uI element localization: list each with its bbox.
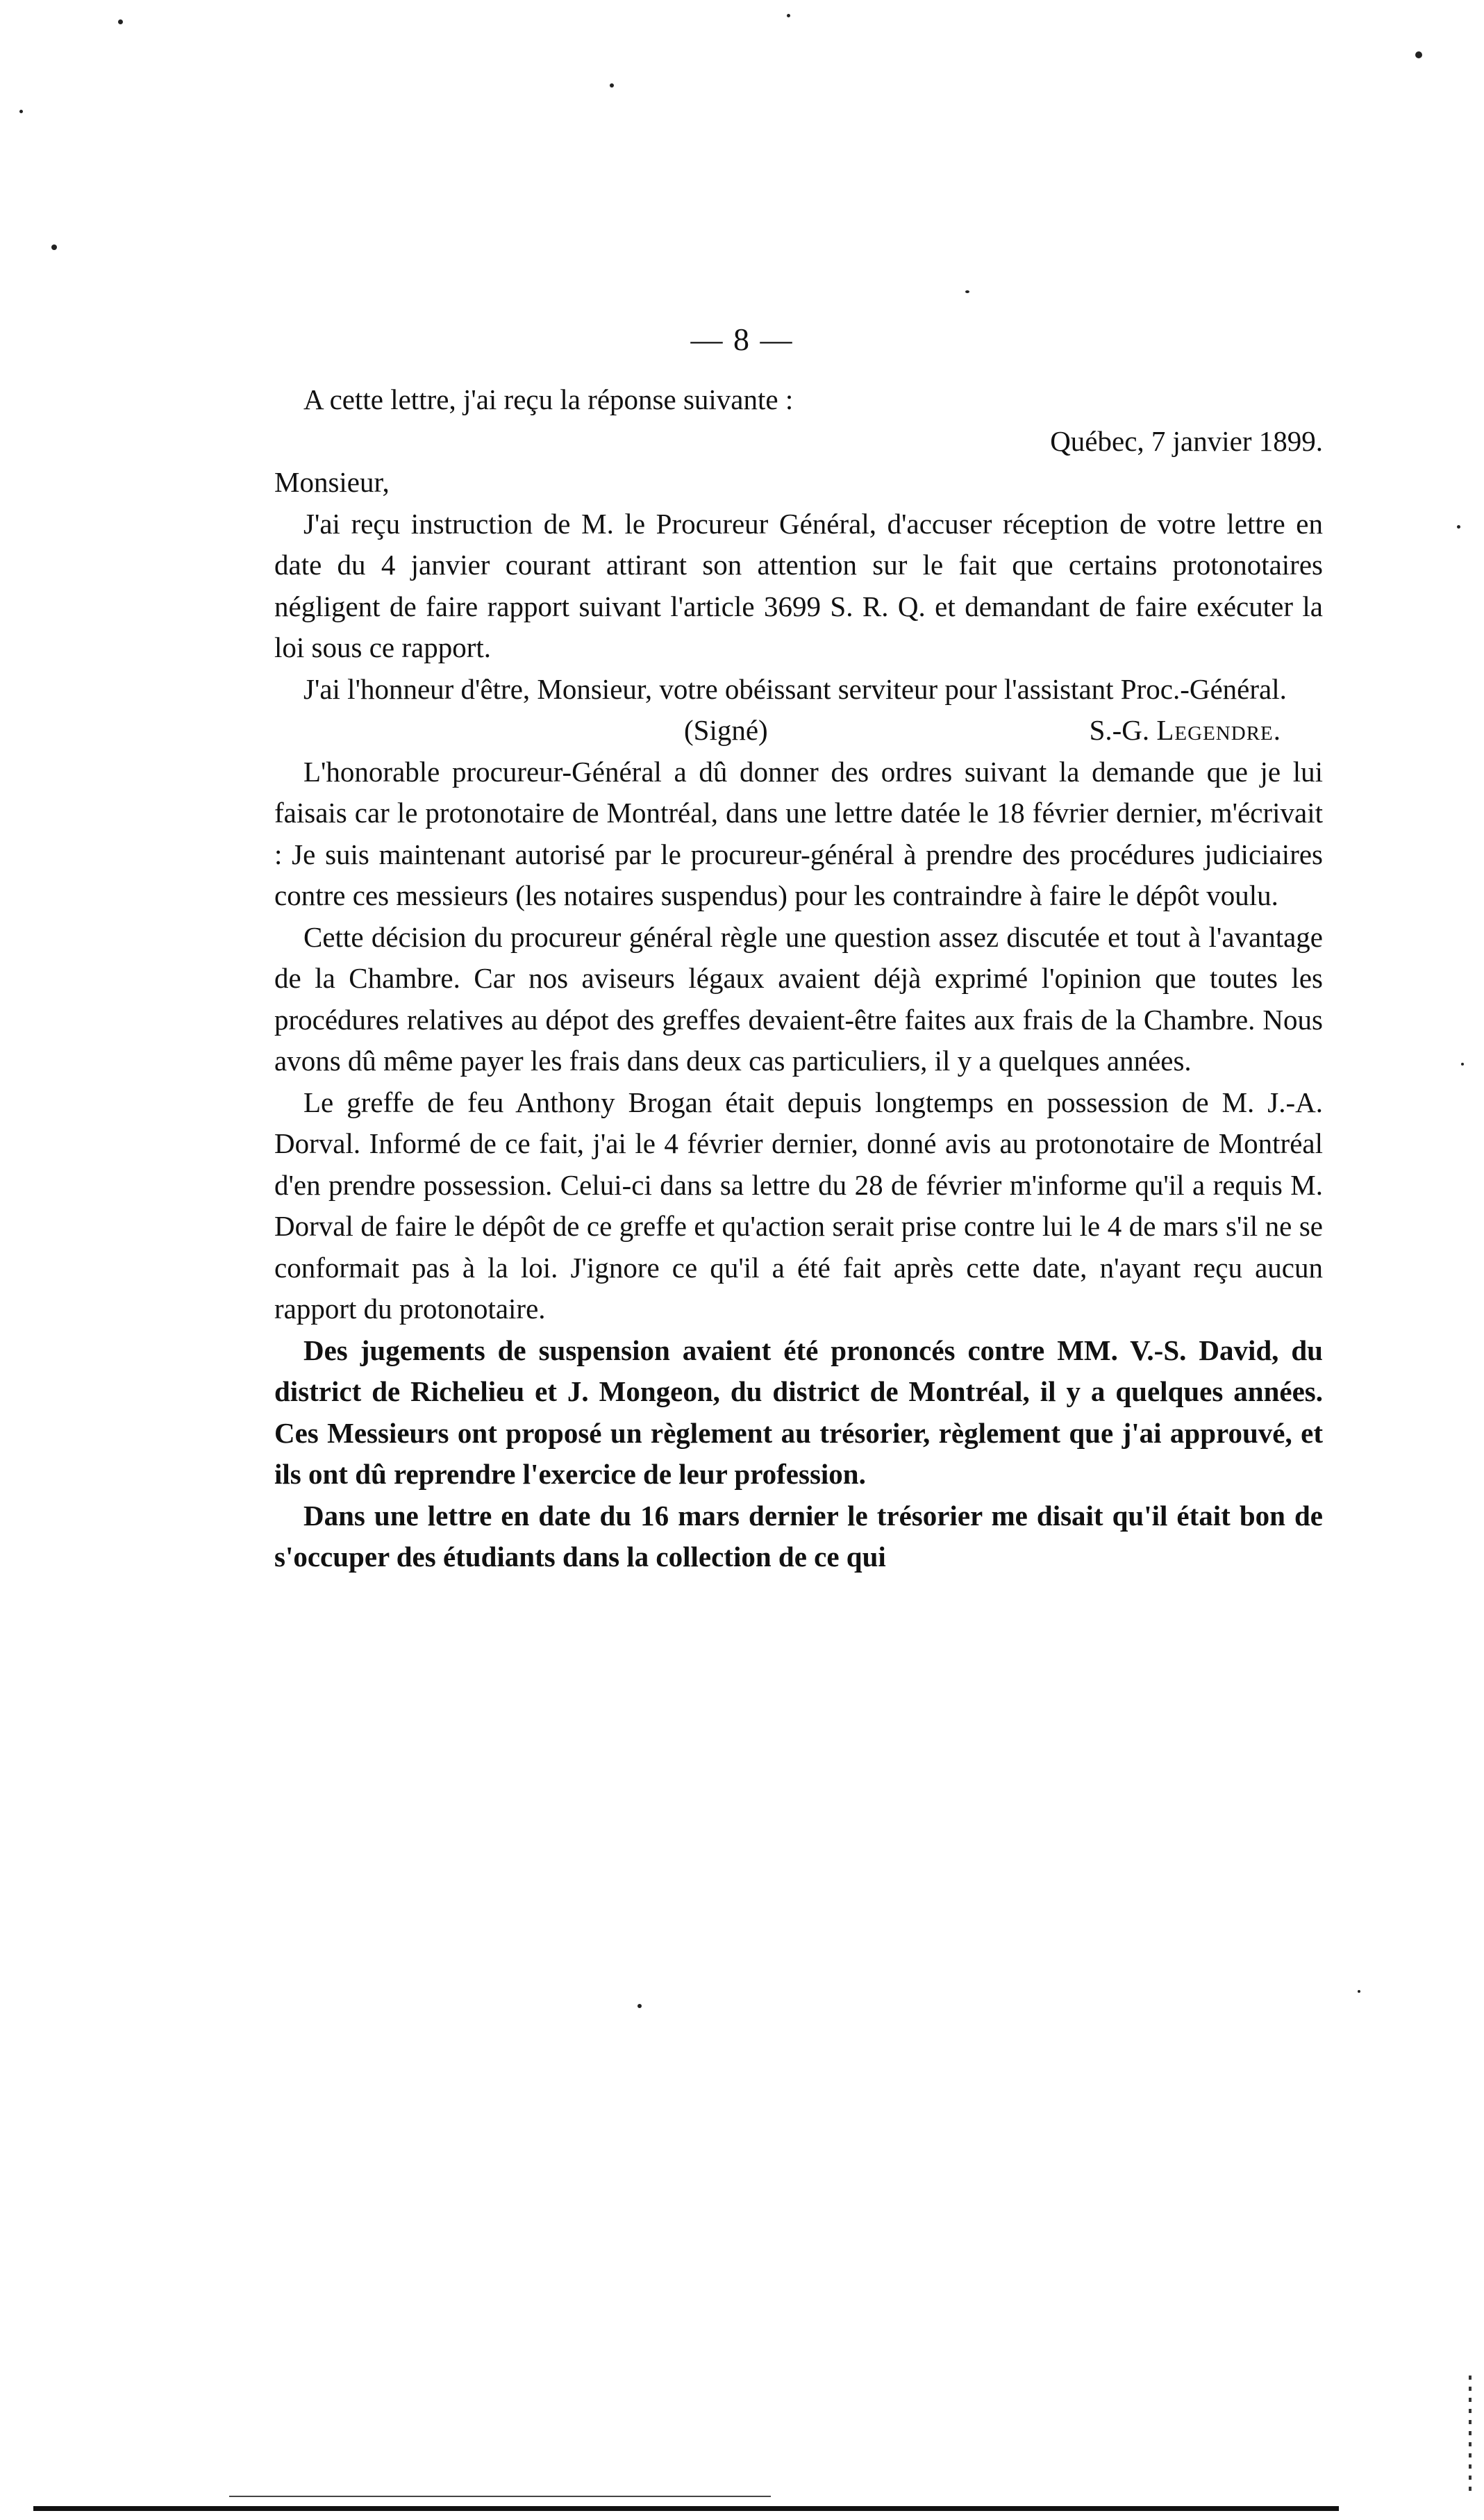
signatory-name: Legendre. xyxy=(1156,714,1281,746)
scan-speck xyxy=(1415,51,1422,58)
scan-speck xyxy=(1358,1990,1360,1993)
scan-bottom-rule xyxy=(33,2506,1339,2511)
letter-date: Québec, 7 janvier 1899. xyxy=(1050,424,1323,457)
paragraph-jugements-suspension: Des jugements de suspension avaient été prononcés contre MM. V.-S. David, du district de Richelieu et J. Mongeon, du district de Montréal, il y a quelques années. Ces Messieurs ont proposé un règlement au trésorier, règlement que j'ai approuvé, et ils ont dû reprendre l'exercice de leur profession. xyxy=(274,1334,1323,1490)
signatory-initials: S.-G. xyxy=(1089,714,1150,746)
scan-speck xyxy=(965,290,969,293)
letter-closing-paragraph: J'ai l'honneur d'être, Monsieur, votre obéissant serviteur pour l'assistant Proc.-Général. xyxy=(303,672,1287,705)
scan-speck xyxy=(637,2004,642,2008)
letter-salutation: Monsieur, xyxy=(274,466,390,498)
signed-marker: (Signé) xyxy=(684,714,768,746)
intro-paragraph: A cette lettre, j'ai reçu la réponse suivante : xyxy=(303,383,794,415)
letter-body-paragraph: J'ai reçu instruction de M. le Procureur Général, d'accuser réception de votre lettre en date du 4 janvier courant attirant son attention sur le fait que certains protonotaires négligent de faire rapport suivant l'article 3699 S. R. Q. et demandant de faire exécuter la loi sous ce rapport. xyxy=(274,507,1323,663)
scan-speck xyxy=(1461,1063,1464,1066)
scan-edge-marks xyxy=(1469,2376,1472,2494)
paragraph-tresorier-lettre: Dans une lettre en date du 16 mars dernier le trésorier me disait qu'il était bon de s'occuper des étudiants dans la collection de ce qui xyxy=(274,1499,1323,1573)
paragraph-procureur-ordres: L'honorable procureur-Général a dû donner des ordres suivant la demande que je lui faisais car le protonotaire de Montréal, dans une lettre datée le 18 février dernier, m'écrivait : Je suis maintenant autorisé par le procureur-général à prendre des procédures judiciaires contre ces messieurs (les notaires suspendus) pour les contraindre à faire le dépôt voulu. xyxy=(274,755,1323,911)
scan-speck xyxy=(118,19,123,24)
scan-speck xyxy=(19,110,23,113)
letter-signature-line xyxy=(274,710,1323,752)
scan-speck xyxy=(51,244,57,250)
scan-speck xyxy=(1457,525,1460,529)
paragraph-greffe-brogan: Le greffe de feu Anthony Brogan était depuis longtemps en possession de M. J.-A. Dorval. Informé de ce fait, j'ai le 4 février dernier, donné avis au protonotaire de Montréal d'en prendre possession. Celui-ci dans sa lettre du 28 de février m'informe qu'il a requis M. Dorval de faire le dépôt de ce greffe et qu'action serait prise contre lui le 4 de mars s'il ne se conformait pas à la loi. J'ignore ce qu'il a été fait après cette date, n'ayant reçu aucun rapport du protonotaire. xyxy=(274,1086,1323,1325)
page-number: — 8 — xyxy=(690,322,794,357)
paragraph-decision: Cette décision du procureur général règle une question assez discutée et tout à l'avantage de la Chambre. Car nos aviseurs légaux avaient déjà exprimé l'opinion que toutes les procédures relatives au dépot des greffes devaient-être faites aux frais de la Chambre. Nous avons dû même payer les frais dans deux cas particuliers, il y a quelques années. xyxy=(274,920,1323,1077)
scan-bottom-line-thin xyxy=(229,2496,771,2497)
signatory xyxy=(1090,710,1281,752)
body-text xyxy=(274,379,1323,1578)
scan-speck xyxy=(787,14,790,17)
scan-speck xyxy=(610,83,614,88)
